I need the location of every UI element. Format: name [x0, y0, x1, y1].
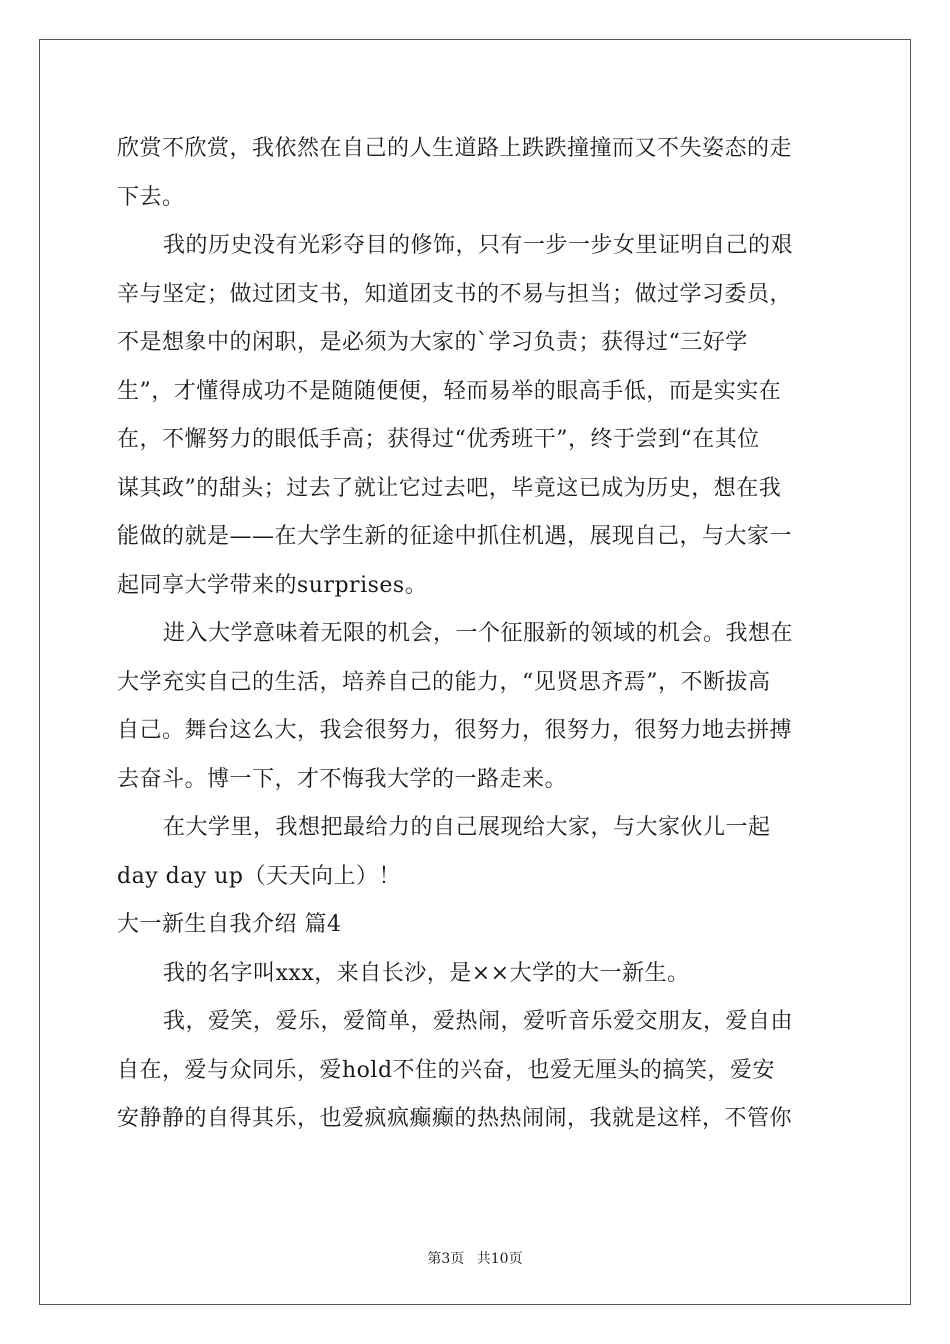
- text-line: 欣赏不欣赏，我依然在自己的人生道路上跌跌撞撞而又不失姿态的走: [117, 136, 793, 161]
- text-line: 在大学里，我想把最给力的自己展现给大家，与大家伙儿一起: [163, 815, 771, 840]
- text-line: 能做的就是——在大学生新的征途中抓住机遇，展现自己，与大家一: [117, 524, 793, 549]
- text-line: 我，爱笑，爱乐，爱简单，爱热闹，爱听音乐爱交朋友，爱自由: [163, 1009, 794, 1034]
- text-line: 自己。舞台这么大，我会很努力，很努力，很努力，很努力地去拼搏: [117, 718, 793, 743]
- text-line: day day up（天天向上）！: [117, 863, 401, 889]
- text-line: 大学充实自己的生活，培养自己的能力，“见贤思齐焉”，不断拔高: [117, 669, 771, 695]
- page-number: 第3页: [427, 1251, 465, 1267]
- text-line: 我的名字叫xxx，来自长沙，是××大学的大一新生。: [163, 960, 690, 986]
- text-line: 辛与坚定；做过团支书，知道团支书的不易与担当；做过学习委员，: [117, 281, 793, 307]
- text-line: 下去。: [117, 184, 185, 210]
- text-line: 生”，才懂得成功不是随随便便，轻而易举的眼高手低，而是实实在: [117, 378, 782, 404]
- text-line: 安静静的自得其乐，也爱疯疯癫癫的热热闹闹，我就是这样，不管你: [117, 1106, 793, 1131]
- text-line: 自在，爱与众同乐，爱hold不住的兴奋，也爱无厘头的搞笑，爱安: [117, 1057, 776, 1083]
- document-body: [117, 125, 835, 1144]
- text-line: 谋其政”的甜头；过去了就让它过去吧，毕竟这已成为历史，想在我: [117, 475, 782, 501]
- text-line: 去奋斗。博一下，才不悔我大学的一路走来。: [117, 766, 568, 792]
- text-line: 进入大学意味着无限的机会，一个征服新的领域的机会。我想在: [163, 621, 794, 646]
- page-total: 共10页: [476, 1251, 523, 1267]
- text-line: 我的历史没有光彩夺目的修饰，只有一步一步女里证明自己的艰: [163, 233, 794, 258]
- text-line: 不是想象中的闲职，是必须为大家的`学习负责；获得过“三好学: [117, 330, 748, 355]
- text-line: 在，不懈努力的眼低手高；获得过“优秀班干”，终于尝到“在其位: [117, 427, 760, 452]
- text-line: 大一新生自我介绍 篇4: [117, 912, 342, 937]
- page-footer: [0, 1248, 950, 1268]
- text-line: 起同享大学带来的surprises。: [117, 572, 428, 598]
